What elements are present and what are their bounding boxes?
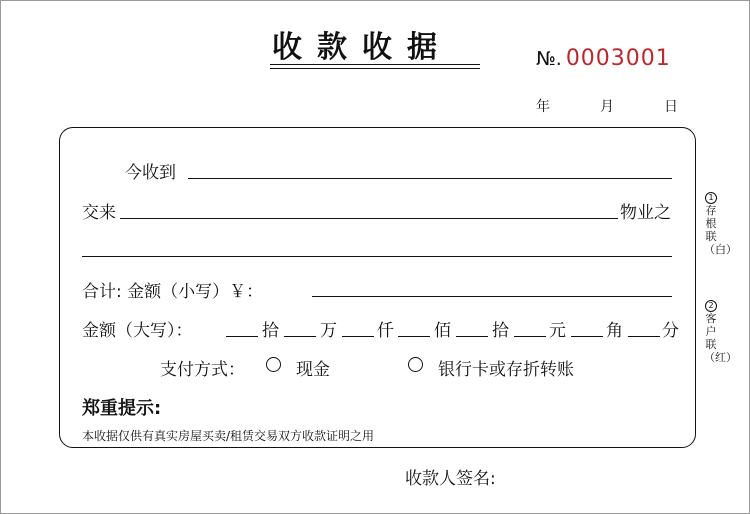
extra-field[interactable] xyxy=(82,256,672,257)
unit-label: 角 xyxy=(606,321,623,341)
amount-blank[interactable] xyxy=(456,336,488,337)
total-amount-field[interactable] xyxy=(312,296,672,297)
circled-number-1: 1 xyxy=(705,192,717,204)
amount-blank[interactable] xyxy=(628,336,660,337)
date-day-label: 日 xyxy=(664,99,678,115)
amount-blank[interactable] xyxy=(284,336,316,337)
unit-label: 拾 xyxy=(492,321,509,341)
unit-label: 佰 xyxy=(434,321,451,341)
unit-label: 仟 xyxy=(377,321,394,341)
date-year-label: 年 xyxy=(536,99,550,115)
payment-bank-label: 银行卡或存折转账 xyxy=(438,360,574,380)
copy-customer-label xyxy=(704,298,737,364)
payment-cash-radio[interactable] xyxy=(266,357,281,372)
amount-blank[interactable] xyxy=(571,336,603,337)
serial-value: 0003001 xyxy=(565,46,671,71)
copy-customer-text: 客户联（红） xyxy=(704,312,737,364)
amount-words-label: 金额（大写）： xyxy=(82,321,193,341)
received-from-label: 今收到 xyxy=(125,163,176,183)
received-from-field[interactable] xyxy=(188,178,672,179)
notice-title: 郑重提示: xyxy=(82,398,162,419)
copy-stub-text: 存根联（白） xyxy=(704,204,737,256)
receipt-title: 收款收据 xyxy=(272,30,452,65)
payment-cash-label: 现金 xyxy=(296,360,330,380)
serial-number xyxy=(536,46,671,71)
unit-label: 拾 xyxy=(262,321,279,341)
unit-label: 万 xyxy=(320,321,337,341)
amount-blank[interactable] xyxy=(514,336,546,337)
serial-prefix: №. xyxy=(536,48,562,70)
title-underline-bottom xyxy=(270,68,480,69)
handed-field[interactable] xyxy=(120,218,618,219)
unit-label: 元 xyxy=(549,321,566,341)
unit-label: 分 xyxy=(662,321,679,341)
amount-blank[interactable] xyxy=(342,336,374,337)
title-underline-top xyxy=(270,64,480,65)
amount-blank[interactable] xyxy=(398,336,430,337)
total-amount-label: 合计: 金额（小写）￥： xyxy=(82,282,264,302)
payment-method-label: 支付方式： xyxy=(160,360,245,380)
property-suffix-label: 物业之 xyxy=(620,203,671,223)
payment-bank-radio[interactable] xyxy=(408,357,423,372)
circled-number-2: 2 xyxy=(705,300,717,312)
date-month-label: 月 xyxy=(600,99,614,115)
payee-signature-label: 收款人签名: xyxy=(405,469,496,489)
handed-label: 交来 xyxy=(82,203,116,223)
amount-blank[interactable] xyxy=(226,336,258,337)
notice-text: 本收据仅供有真实房屋买卖/租赁交易双方收款证明之用 xyxy=(82,429,375,443)
copy-stub-label xyxy=(704,190,737,256)
